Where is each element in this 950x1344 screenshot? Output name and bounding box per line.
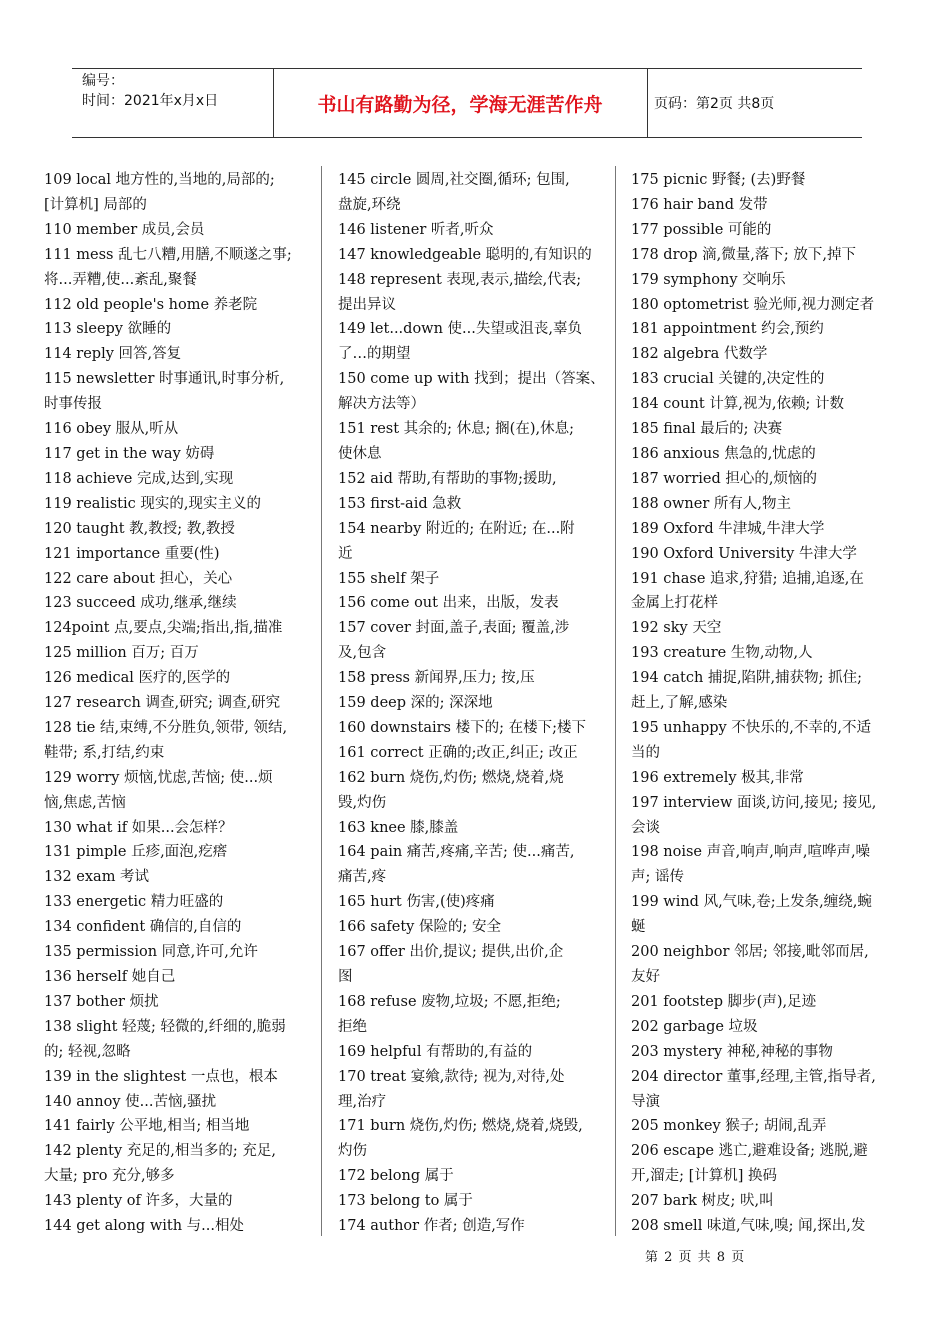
vocab-line: 197 interview 面谈,访问,接见; 接见, bbox=[631, 794, 877, 811]
vocab-line: 155 shelf 架子 bbox=[338, 570, 440, 587]
vocab-line: 灼伤 bbox=[338, 1143, 367, 1160]
vocab-line: 152 aid 帮助,有帮助的事物;援助, bbox=[338, 470, 557, 487]
vocab-line: 200 neighbor 邻居; 邻接,毗邻而居, bbox=[631, 944, 869, 961]
vocab-line: 119 realistic 现实的,现实主义的 bbox=[44, 495, 261, 512]
vocab-line: 156 come out 出来，出版，发表 bbox=[338, 595, 559, 612]
vocab-line: 109 local 地方性的,当地的,局部的; bbox=[44, 172, 275, 188]
vocab-line: 207 bark 树皮; 吠,叫 bbox=[631, 1193, 774, 1210]
vocab-line: 203 mystery 神秘,神秘的事物 bbox=[631, 1043, 833, 1060]
vocab-line: 160 downstairs 楼下的; 在楼下;楼下 bbox=[338, 719, 586, 736]
header-number-label: 编号： bbox=[82, 73, 124, 89]
vocab-line: 177 possible 可能的 bbox=[631, 221, 772, 238]
vocab-line: 165 hurt 伤害,(使)疼痛 bbox=[338, 894, 495, 911]
vocab-line: 鞋带; 系,打结,约束 bbox=[44, 744, 165, 761]
vocab-line: 199 wind 风,气味,卷;上发条,缠绕,蜿 bbox=[631, 894, 872, 911]
vocab-line: 146 listener 听者,听众 bbox=[338, 221, 494, 238]
vocab-line: 127 research 调查,研究; 调查,研究 bbox=[44, 695, 281, 712]
vocab-line: 206 escape 逃亡,避难设备; 逃脱,避 bbox=[631, 1143, 868, 1160]
vocab-line: 时事传报 bbox=[44, 396, 102, 413]
vocab-line: [计算机] 局部的 bbox=[44, 196, 147, 213]
vocab-line: 144 get along with 与...相处 bbox=[44, 1218, 244, 1235]
vocab-line: 171 burn 烧伤,灼伤; 燃烧,烧着,烧毁, bbox=[338, 1118, 583, 1135]
vocab-line: 123 succeed 成功,继承,继续 bbox=[44, 595, 237, 612]
column-divider bbox=[321, 166, 322, 1236]
vocab-line: 136 herself 她自己 bbox=[44, 969, 176, 985]
vocab-line: 122 care about 担心，关心 bbox=[44, 570, 233, 587]
header-divider bbox=[647, 69, 648, 137]
vocab-column-3 bbox=[631, 168, 903, 1239]
vocab-line: 166 safety 保险的; 安全 bbox=[338, 919, 501, 936]
vocab-line: 133 energetic 精力旺盛的 bbox=[44, 894, 224, 911]
vocab-line: 148 represent 表现,表示,描绘,代表; bbox=[338, 271, 582, 288]
vocab-line: 157 cover 封面,盖子,表面; 覆盖,涉 bbox=[338, 620, 570, 637]
vocab-line: 204 director 董事,经理,主管,指导者, bbox=[631, 1068, 876, 1085]
vocab-line: 110 member 成员,会员 bbox=[44, 221, 205, 238]
vocab-line: 恼,焦虑,苦恼 bbox=[44, 794, 126, 811]
vocab-line: 181 appointment 约会,预约 bbox=[631, 321, 824, 338]
vocab-line: 142 plenty 充足的,相当多的; 充足, bbox=[44, 1143, 276, 1160]
vocab-line: 导演 bbox=[631, 1093, 660, 1110]
header-time-label: 时间：2021年x月x日 bbox=[82, 93, 219, 109]
vocab-line: 盘旋,环绕 bbox=[338, 196, 401, 213]
vocab-line: 162 burn 烧伤,灼伤; 燃烧,烧着,烧 bbox=[338, 769, 564, 786]
vocab-line: 赶上,了解,感染 bbox=[631, 695, 728, 712]
vocab-line: 115 newsletter 时事通讯,时事分析, bbox=[44, 371, 285, 388]
vocab-line: 153 first-aid 急救 bbox=[338, 495, 462, 512]
vocab-line: 174 author 作者; 创造,写作 bbox=[338, 1218, 525, 1235]
vocab-column-2 bbox=[338, 168, 608, 1239]
vocab-column-1 bbox=[44, 168, 314, 1239]
vocab-line: 191 chase 追求,狩猎; 追捕,追逐,在 bbox=[631, 570, 864, 587]
vocab-line: 188 owner 所有人,物主 bbox=[631, 495, 791, 512]
vocab-line: 118 achieve 完成,达到,实现 bbox=[44, 470, 234, 487]
page-footer: 第 2 页 共 8 页 bbox=[645, 1250, 746, 1265]
vocab-line: 147 knowledgeable 聪明的,有知识的 bbox=[338, 246, 592, 263]
vocab-line: 蜒 bbox=[631, 919, 646, 936]
vocab-line: 164 pain 痛苦,疼痛,辛苦; 使...痛苦, bbox=[338, 844, 575, 861]
vocab-line: 154 nearby 附近的; 在附近; 在...附 bbox=[338, 520, 575, 537]
vocab-line: 毁,灼伤 bbox=[338, 794, 387, 811]
vocab-line: 114 reply 回答,答复 bbox=[44, 346, 182, 363]
vocab-line: 159 deep 深的; 深深地 bbox=[338, 695, 493, 712]
vocab-line: 198 noise 声音,响声,响声,喧哗声,噪 bbox=[631, 844, 871, 861]
vocab-line: 会谈 bbox=[631, 819, 660, 836]
vocab-line: 大量; pro 充分,够多 bbox=[44, 1168, 175, 1185]
vocab-line: 202 garbage 垃圾 bbox=[631, 1018, 758, 1035]
vocab-line: 196 extremely 极其,非常 bbox=[631, 769, 804, 786]
vocab-line: 121 importance 重要(性) bbox=[44, 545, 220, 562]
vocab-line: 139 in the slightest 一点也，根本 bbox=[44, 1068, 278, 1085]
vocab-line: 提出异议 bbox=[338, 296, 396, 313]
page-header bbox=[72, 68, 862, 138]
vocab-line: 129 worry 烦恼,忧虑,苦恼; 使...烦 bbox=[44, 769, 273, 786]
vocab-line: 130 what if 如果...会怎样？ bbox=[44, 819, 233, 836]
vocab-line: 126 medical 医疗的,医学的 bbox=[44, 670, 231, 687]
vocab-line: 了…的期望 bbox=[338, 346, 411, 363]
vocab-line: 175 picnic 野餐; (去)野餐 bbox=[631, 172, 806, 188]
vocab-line: 187 worried 担心的,烦恼的 bbox=[631, 470, 818, 487]
vocab-line: 132 exam 考试 bbox=[44, 869, 150, 886]
vocab-line: 167 offer 出价,提议; 提供,出价,企 bbox=[338, 944, 564, 961]
vocab-line: 182 algebra 代数学 bbox=[631, 346, 768, 363]
vocab-line: 使休息 bbox=[338, 445, 382, 462]
vocab-line: 161 correct 正确的;改正,纠正; 改正 bbox=[338, 744, 578, 761]
vocab-line: 192 sky 天空 bbox=[631, 620, 722, 637]
vocab-line: 173 belong to 属于 bbox=[338, 1193, 473, 1210]
vocab-line: 120 taught 教,教授; 教,教授 bbox=[44, 520, 235, 537]
vocab-line: 痛苦,疼 bbox=[338, 869, 387, 886]
vocab-line: 125 million 百万; 百万 bbox=[44, 645, 199, 662]
vocab-line: 195 unhappy 不快乐的,不幸的,不适 bbox=[631, 719, 872, 736]
header-meta bbox=[82, 71, 218, 111]
vocab-line: 141 fairly 公平地,相当; 相当地 bbox=[44, 1118, 250, 1135]
vocab-line: 解决方法等） bbox=[338, 396, 425, 413]
vocab-line: 151 rest 其余的; 休息; 搁(在),休息; bbox=[338, 421, 574, 438]
vocab-line: 150 come up with 找到；提出（答案、 bbox=[338, 371, 605, 388]
vocab-line: 理,治疗 bbox=[338, 1093, 387, 1110]
vocab-line: 138 slight 轻蔑; 轻微的,纤细的,脆弱 bbox=[44, 1018, 286, 1035]
vocab-line: 186 anxious 焦急的,忧虑的 bbox=[631, 445, 816, 462]
vocab-line: 的; 轻视,忽略 bbox=[44, 1043, 131, 1060]
vocab-line: 194 catch 捕捉,陷阱,捕获物; 抓住; bbox=[631, 670, 863, 687]
vocab-line: 当的 bbox=[631, 744, 660, 761]
header-page-label: 页码：第2页 共8页 bbox=[654, 96, 775, 112]
vocab-line: 179 symphony 交响乐 bbox=[631, 271, 786, 288]
vocab-line: 137 bother 烦扰 bbox=[44, 993, 159, 1010]
vocab-line: 178 drop 滴,微量,落下; 放下,掉下 bbox=[631, 246, 856, 263]
vocab-line: 131 pimple 丘疹,面泡,疙瘩 bbox=[44, 844, 228, 861]
vocab-line: 158 press 新闻界,压力; 按,压 bbox=[338, 670, 535, 687]
vocab-line: 149 let...down 使...失望或沮丧,辜负 bbox=[338, 321, 582, 338]
vocab-line: 拒绝 bbox=[338, 1018, 367, 1035]
vocab-line: 128 tie 结,束缚,不分胜负,领带, 领结, bbox=[44, 719, 288, 736]
vocab-line: 183 crucial 关键的,决定性的 bbox=[631, 371, 825, 388]
vocab-line: 金属上打花样 bbox=[631, 595, 718, 612]
vocab-line: 145 circle 圆周,社交圈,循环; 包围, bbox=[338, 172, 570, 188]
vocab-line: 及,包含 bbox=[338, 645, 387, 662]
vocab-line: 134 confident 确信的,自信的 bbox=[44, 919, 242, 936]
vocab-line: 190 Oxford University 牛津大学 bbox=[631, 545, 857, 562]
vocab-line: 169 helpful 有帮助的,有益的 bbox=[338, 1043, 533, 1060]
vocab-line: 172 belong 属于 bbox=[338, 1168, 454, 1185]
vocab-line: 112 old people's home 养老院 bbox=[44, 296, 258, 313]
vocab-line: 168 refuse 废物,垃圾; 不愿,拒绝; bbox=[338, 993, 561, 1010]
vocab-line: 124point 点,要点,尖端;指出,指,描准 bbox=[44, 620, 283, 637]
vocab-line: 193 creature 生物,动物,人 bbox=[631, 645, 813, 662]
vocab-line: 184 count 计算,视为,依赖; 计数 bbox=[631, 396, 844, 413]
vocab-line: 143 plenty of 许多，大量的 bbox=[44, 1193, 233, 1210]
vocab-line: 205 monkey 猴子; 胡闹,乱弄 bbox=[631, 1118, 827, 1135]
vocab-line: 170 treat 宴飨,款待; 视为,对待,处 bbox=[338, 1068, 565, 1085]
vocab-line: 176 hair band 发带 bbox=[631, 196, 768, 213]
column-divider bbox=[615, 166, 616, 1236]
vocab-line: 将...弄糟,使...紊乱,聚餐 bbox=[44, 271, 197, 288]
vocab-line: 163 knee 膝,膝盖 bbox=[338, 819, 459, 836]
vocab-line: 111 mess 乱七八糟,用膳,不顺遂之事; bbox=[44, 246, 292, 263]
vocab-line: 201 footstep 脚步(声),足迹 bbox=[631, 993, 817, 1010]
vocab-line: 185 final 最后的; 决赛 bbox=[631, 421, 783, 438]
vocab-line: 113 sleepy 欲睡的 bbox=[44, 321, 172, 338]
vocab-line: 117 get in the way 妨碍 bbox=[44, 445, 215, 462]
vocab-line: 208 smell 味道,气味,嗅; 闻,探出,发 bbox=[631, 1218, 866, 1235]
vocab-line: 友好 bbox=[631, 969, 660, 985]
vocab-line: 声; 谣传 bbox=[631, 869, 684, 886]
vocab-line: 189 Oxford 牛津城,牛津大学 bbox=[631, 520, 825, 537]
vocab-line: 近 bbox=[338, 545, 353, 562]
vocab-line: 180 optometrist 验光师,视力测定者 bbox=[631, 296, 875, 313]
vocab-line: 135 permission 同意,许可,允许 bbox=[44, 944, 258, 961]
header-motto: 书山有路勤为径，学海无涯苦作舟 bbox=[317, 93, 603, 116]
vocab-line: 140 annoy 使...苦恼,骚扰 bbox=[44, 1093, 217, 1110]
vocab-line: 图 bbox=[338, 969, 353, 985]
vocab-line: 116 obey 服从,听从 bbox=[44, 421, 179, 438]
vocab-line: 开,溜走; [计算机] 换码 bbox=[631, 1168, 778, 1185]
